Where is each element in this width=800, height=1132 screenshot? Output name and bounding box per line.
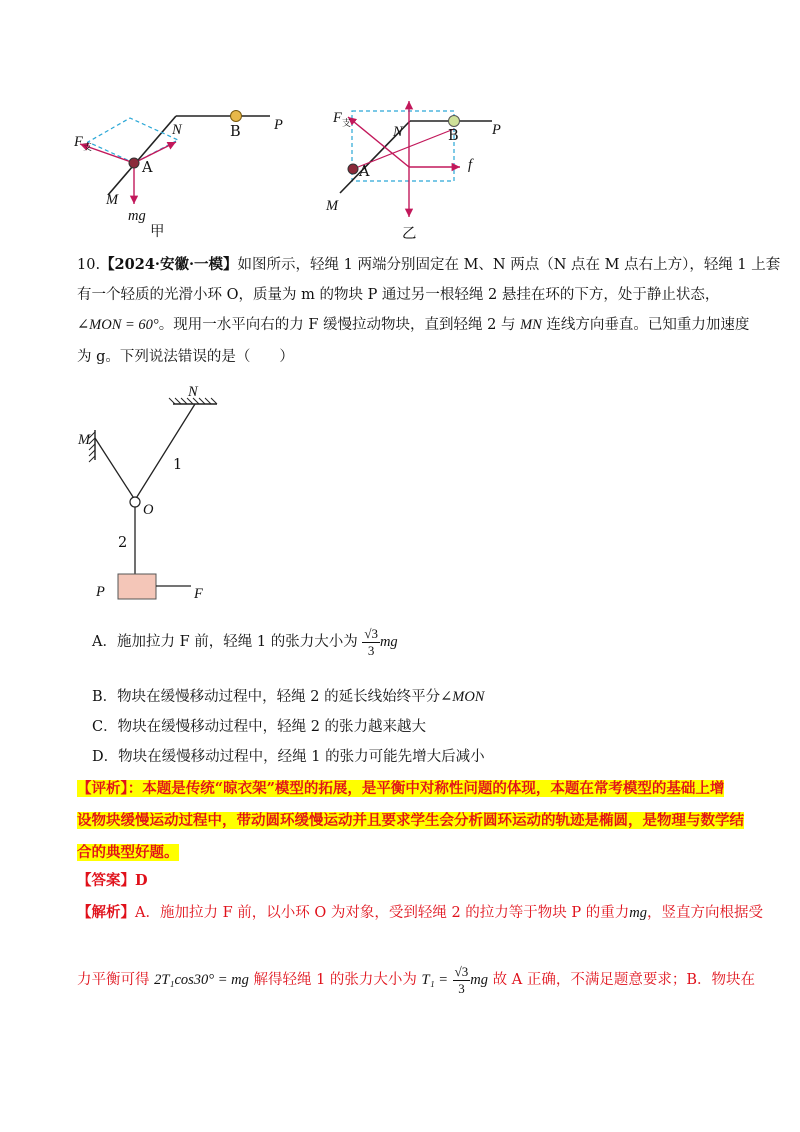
jia-label-mg: mg (128, 208, 146, 224)
option-a-mg: mg (379, 634, 398, 650)
yi-caption: 乙 (402, 226, 417, 242)
analysis-line-3: 合的典型好题。 (77, 844, 179, 861)
yi-label-a: A (359, 164, 370, 180)
question-number: 10. (77, 257, 101, 273)
equation-2-lhs: T₁ = (421, 972, 449, 988)
option-a-frac-den: 3 (367, 642, 375, 658)
main-label-2: 2 (118, 535, 128, 551)
jia-label-a: A (142, 160, 153, 176)
main-label-p: P (96, 584, 105, 600)
option-a-frac-num: √3 (364, 625, 378, 641)
analysis-line-2: 设物块缓慢运动过程中，带动圆环缓慢运动并且要求学生会分析圆环运动的轨迹是椭圆，是物理与数学结 (77, 812, 744, 829)
option-d: D．物块在缓慢移动过程中，经绳 1 的张力可能先增大后减小 (92, 749, 485, 765)
main-label-f: F (194, 586, 203, 602)
question-text-3d: 连线方向垂直。已知重力加速度 (541, 317, 750, 333)
yi-label-n: N (393, 124, 403, 140)
answer-value: D (135, 872, 148, 889)
jia-label-f: $F_支$ (74, 134, 92, 152)
option-b-text: B．物块在缓慢移动过程中，轻绳 2 的延长线始终平分 (92, 689, 441, 705)
solution-text-2b: 解得轻绳 1 的张力大小为 (253, 972, 417, 988)
solution-text-1-end: ，竖直方向根据受 (647, 905, 764, 921)
main-label-m: M (78, 432, 91, 448)
question-line-3 (77, 315, 749, 335)
figure-main (85, 380, 265, 610)
solution-line-2 (77, 960, 755, 1000)
yi-label-b: B (448, 128, 459, 144)
angle-mon-expr: ∠MON = 60° (77, 317, 159, 333)
yi-label-p: P (492, 122, 501, 138)
yi-label-m: M (326, 198, 339, 214)
jia-label-b: B (230, 124, 241, 140)
yi-label-f: $F_支$ (333, 110, 351, 128)
mn-label: MN (520, 317, 542, 333)
option-c: C．物块在缓慢移动过程中，轻绳 2 的张力越来越大 (92, 719, 427, 735)
analysis-line-1: 【评析】：本题是传统“晾衣架”模型的拓展，是平衡中对称性问题的体现，本题在常考模型的基础上增 (77, 780, 725, 797)
solution-text-2c: 故 A 正确，不满足题意要求；B．物块在 (492, 972, 755, 988)
solution-label: 【解析】 (77, 904, 135, 921)
question-source: 【2024·安徽·一模】 (100, 256, 238, 273)
option-b (92, 687, 484, 707)
answer-label: 【答案】 (77, 872, 135, 889)
solution-line-1 (77, 903, 763, 923)
option-a (92, 625, 398, 659)
jia-caption: 甲 (150, 224, 165, 240)
option-b-angle: ∠MON (440, 689, 485, 705)
solution-mg: mg (629, 905, 648, 921)
solution-text-1: A．施加拉力 F 前，以小环 O 为对象，受到轻绳 2 的拉力等于物块 P 的重力 (135, 905, 630, 921)
question-text-3b: 。现用一水平向右的力 F 缓慢拉动物块，直到轻绳 2 与 (158, 317, 521, 333)
jia-label-p: P (274, 117, 283, 133)
equation-2-num: √3 (454, 963, 469, 979)
question-line-1 (77, 255, 780, 275)
yi-label-f-small: f (468, 157, 473, 173)
answer-line (77, 871, 148, 891)
equation-2-mg: mg (470, 972, 489, 988)
solution-text-2a: 力平衡可得 (77, 972, 150, 988)
jia-label-n: N (172, 122, 182, 138)
option-a-text: A．施加拉力 F 前，轻绳 1 的张力大小为 (92, 634, 358, 650)
question-text-1: 如图所示，轻绳 1 两端分别固定在 M、N 两点（N 点在 M 点右上方），轻绳 1 上套 (237, 257, 781, 273)
question-line-2: 有一个轻质的光滑小环 O，质量为 m 的物块 P 通过另一根轻绳 2 悬挂在环的下方，处于静止状态， (77, 287, 720, 303)
option-a-fraction (362, 626, 380, 659)
equation-2-den: 3 (458, 980, 465, 996)
question-line-4: 为 g。下列说法错误的是（ ） (77, 349, 294, 365)
main-label-o: O (143, 502, 154, 518)
main-label-n: N (188, 384, 198, 400)
jia-label-m: M (106, 192, 119, 208)
main-label-1: 1 (173, 457, 183, 473)
equation-2-fraction (453, 964, 471, 997)
equation-1: 2T₁cos30° = mg (154, 972, 249, 988)
